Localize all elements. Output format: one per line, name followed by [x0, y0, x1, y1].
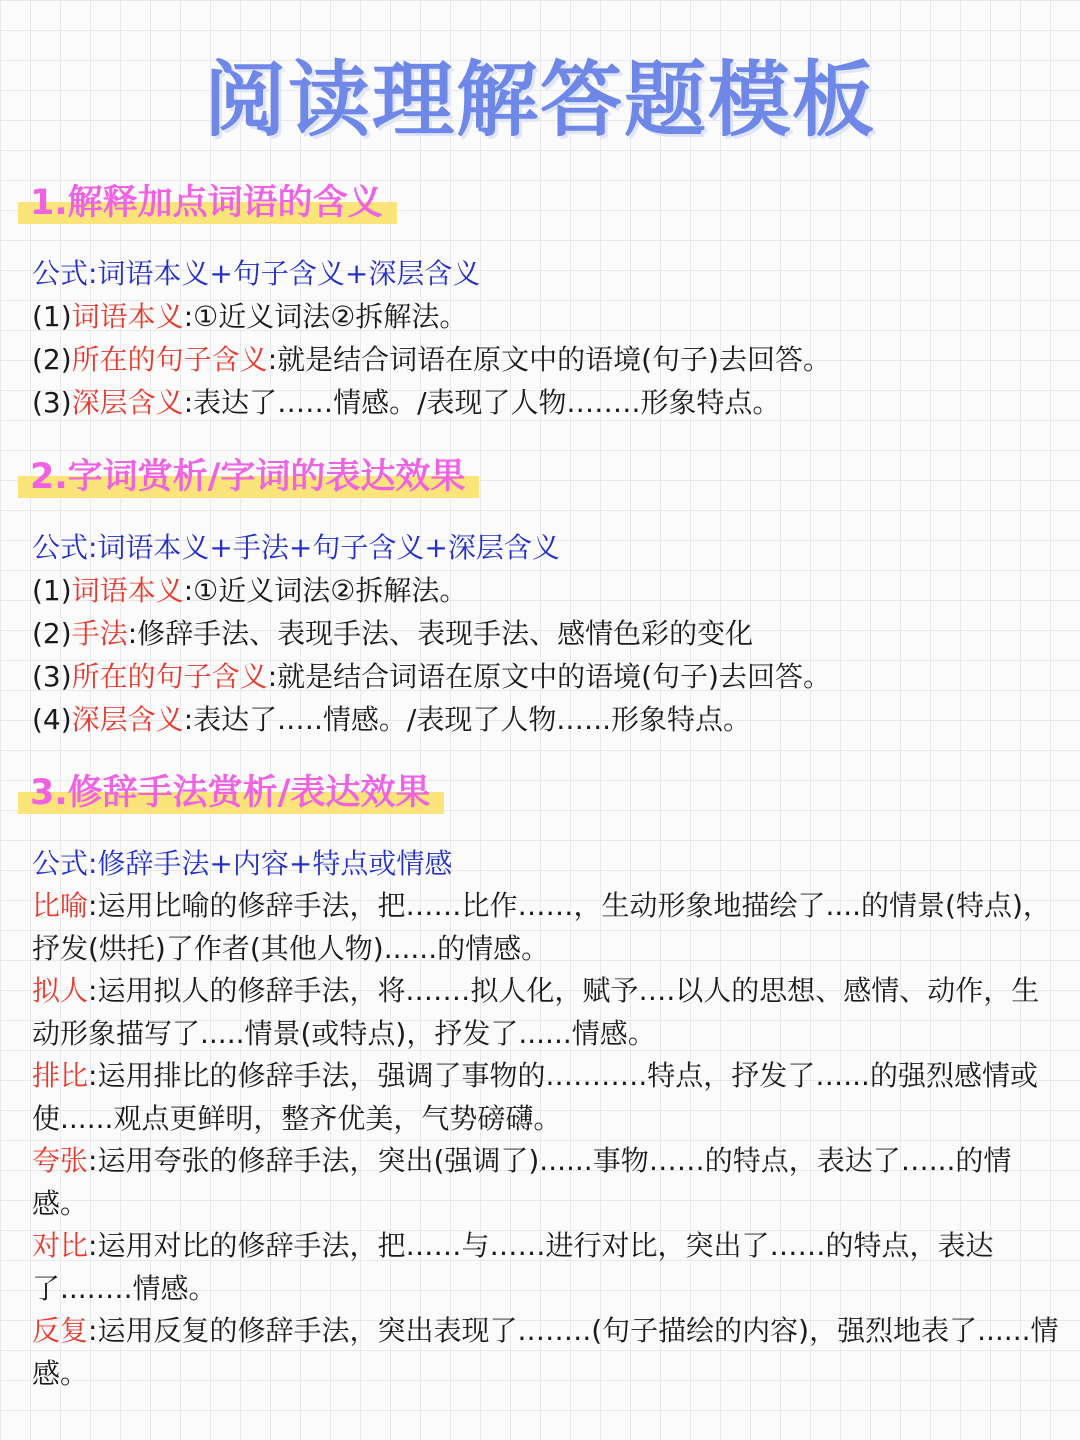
rhetoric-term: 夸张 [32, 1144, 89, 1177]
item-key-term: 所在的句子含义 [71, 343, 268, 376]
item-key-term: 手法 [71, 617, 128, 650]
item-number: (3) [32, 386, 72, 419]
item-text: :就是结合词语在原文中的语境(句子)去回答。 [267, 343, 831, 376]
item-key-term: 所在的句子含义 [71, 660, 268, 693]
formula-line: 公式:词语本义+手法+句子含义+深层含义 [32, 531, 560, 564]
rhetoric-term: 反复 [32, 1314, 89, 1347]
item-text: :表达了.….情感。/表现了人物.…..形象特点。 [183, 703, 752, 736]
item-key-term: 深层含义 [71, 386, 184, 419]
item-number: (2) [32, 343, 72, 376]
section-heading-text: 2.字词赏析/字词的表达效果 [30, 457, 466, 497]
list-item [32, 655, 1062, 698]
rhetoric-description: :运用排比的修辞手法，强调了事物的.……….特点，抒发了…...的强烈感情或使......观点更鲜明，整齐优美，气势磅礴。 [32, 1059, 1038, 1135]
item-key-term: 深层含义 [71, 703, 184, 736]
rhetoric-term: 比喻 [32, 889, 89, 922]
item-text: :①近义词法②拆解法。 [183, 300, 468, 333]
item-text: :修辞手法、表现手法、表现手法、感情色彩的变化 [127, 617, 754, 650]
section-heading-text: 1.解释加点词语的含义 [30, 183, 383, 223]
list-item [32, 698, 1062, 741]
list-item [32, 381, 1062, 424]
list-item [32, 569, 1062, 612]
item-text: :表达了……情感。/表现了人物.…….形象特点。 [183, 386, 781, 419]
rhetoric-term: 排比 [32, 1059, 89, 1092]
formula-line: 公式:修辞手法+内容+特点或情感 [32, 847, 453, 880]
page-title: 阅读理解答题模板 [203, 53, 876, 148]
rhetoric-description: :运用拟人的修辞手法，将.……拟人化，赋予….以人的思想、感情、动作，生动形象描写了.....情景(或特点)，抒发了......情感。 [32, 974, 1040, 1050]
rhetoric-description: :运用对比的修辞手法，把……与……进行对比，突出了……的特点，表达了....….情感。 [32, 1229, 994, 1305]
item-number: (1) [32, 574, 72, 607]
section-heading-2 [30, 452, 465, 502]
item-number: (3) [32, 660, 72, 693]
item-number: (2) [32, 617, 72, 650]
list-item [32, 612, 1062, 655]
item-number: (1) [32, 300, 72, 333]
rhetoric-term: 拟人 [32, 974, 89, 1007]
section-heading-1 [30, 178, 383, 228]
item-text: :就是结合词语在原文中的语境(句子)去回答。 [267, 660, 831, 693]
rhetoric-entry [32, 885, 1062, 970]
section-heading-text: 3.修辞手法赏析/表达效果 [30, 773, 431, 813]
rhetoric-term: 对比 [32, 1229, 89, 1262]
item-key-term: 词语本义 [71, 574, 184, 607]
list-item [32, 338, 1062, 381]
item-key-term: 词语本义 [71, 300, 184, 333]
item-number: (4) [32, 703, 72, 736]
rhetoric-entry [32, 1225, 1062, 1310]
rhetoric-entry [32, 1140, 1062, 1225]
rhetoric-entry [32, 1310, 1062, 1395]
formula-line: 公式:词语本义+句子含义+深层含义 [32, 257, 481, 290]
rhetoric-description: :运用反复的修辞手法，突出表现了.…….(句子描绘的内容)，强烈地表了......情感。 [32, 1314, 1059, 1390]
list-item [32, 295, 1062, 338]
rhetoric-entry [32, 970, 1062, 1055]
item-text: :①近义词法②拆解法。 [183, 574, 468, 607]
section-heading-3 [30, 768, 430, 818]
rhetoric-entry [32, 1055, 1062, 1140]
rhetoric-description: :运用比喻的修辞手法，把……比作……，生动形象地描绘了....的情景(特点)，抒发(烘托)了作者(其他人物)......的情感。 [32, 889, 1051, 965]
rhetoric-description: :运用夸张的修辞手法，突出(强调了)......事物……的特点，表达了…...的情感。 [32, 1144, 1012, 1220]
